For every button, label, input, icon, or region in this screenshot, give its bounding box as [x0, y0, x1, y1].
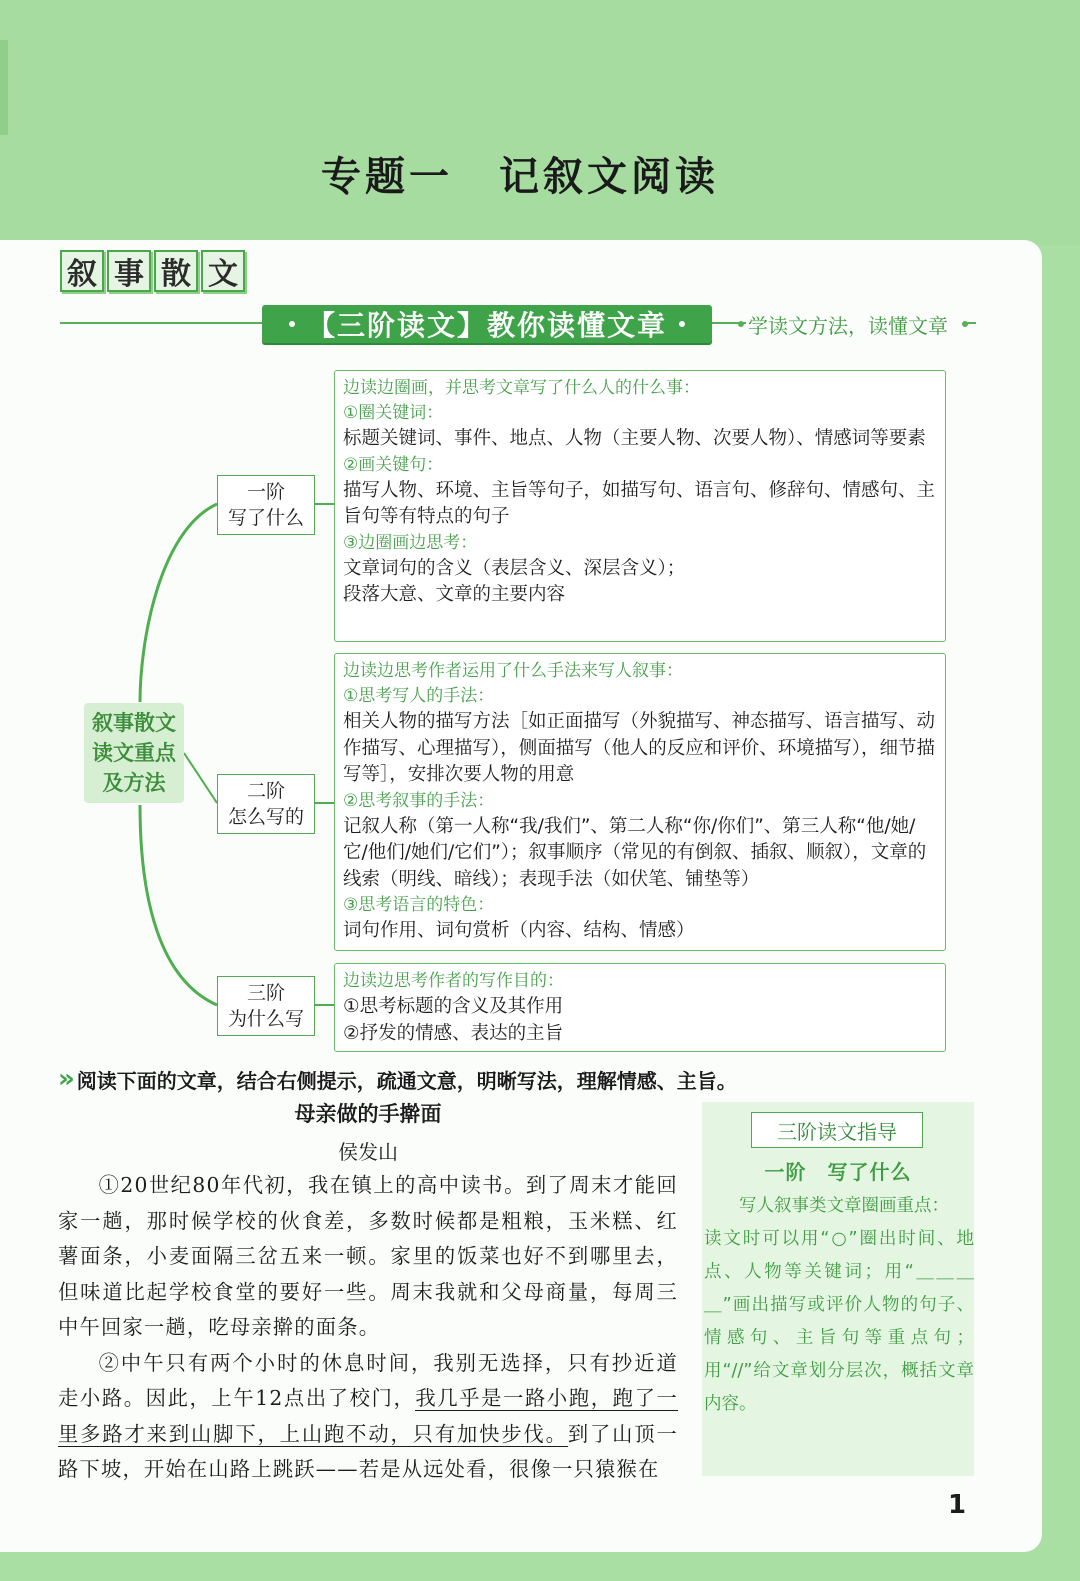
stage-question: 为什么写 — [227, 1008, 304, 1030]
topic-label: 专题一 — [321, 154, 453, 200]
detail-hint: ③思考语言的特色： — [343, 895, 495, 915]
guide-label: 三阶读文指导 — [751, 1112, 923, 1148]
detail-text: 词句作用、词句赏析（内容、结构、情感） — [343, 920, 695, 941]
section-tag-char: 叙 — [60, 250, 104, 292]
mind-map-center — [84, 703, 184, 803]
detail-text: ②抒发的情感、表达的主旨 — [343, 1022, 564, 1044]
stage-name: 一阶 — [246, 481, 285, 503]
branch-stage-3 — [140, 805, 217, 1005]
article-paragraph-1: ①20世纪80年代初，我在镇上的高中读书。到了周末才能回家一趟，那时候学校的伙食差，多数时候都是粗粮，玉米糕、红薯面条，小麦面隔三岔五来一顿。家里的饭菜也好不到哪里去，但味道比起学校食堂的要好一些。周末我就和父母商量，每周三中午回家一趟，吃母亲擀的面条。 — [58, 1173, 678, 1339]
article-body — [58, 1168, 678, 1488]
section-tag-char: 散 — [154, 250, 198, 292]
stage-name: 二阶 — [246, 780, 285, 802]
stage-node-1 — [217, 475, 315, 535]
detail-text: 相关人物的描写方法［如正面描写（外貌描写、神态描写、语言描写、动作描写、心理描写），侧面描写（他人的反应和评价、环境描写），细节描写等］，安排次要人物的用意 — [343, 711, 936, 785]
detail-text: ①思考标题的含义及其作用 — [343, 996, 564, 1017]
guide-stage: 一阶 写了什么 — [764, 1160, 912, 1184]
stage-name: 三阶 — [246, 982, 285, 1004]
double-chevron-icon: » — [58, 1064, 69, 1094]
detail-text: 记叙人称（第一人称“我/我们”、第二人称“你/你们”、第三人称“他/她/它/他们/她们/它们”）；叙事顺序（常见的有倒叙、插叙、顺叙），文章的线索（明线、暗线）；表现手法（如伏笔、铺垫等） — [343, 815, 927, 890]
paragraph-text: 到了山顶一路下坡，开始在山路上跳跃——若是从远处看，很像一只猿猴在 — [58, 1421, 678, 1481]
detail-text: 段落大意、文章的主要内容 — [343, 584, 566, 605]
instruction-text: 阅读下面的文章，结合右侧提示，疏通文意，明晰写法，理解情感、主旨。 — [76, 1068, 737, 1093]
guide-text — [704, 1190, 974, 1421]
detail-hint: ①圈关键词： — [343, 403, 444, 423]
detail-hint: ②画关键句： — [343, 454, 444, 475]
banner-title: 【三阶读文】教你读懂文章 — [306, 309, 667, 342]
center-line: 读文重点 — [92, 741, 176, 765]
topic-title: 记叙文阅读 — [499, 154, 719, 200]
stage-detail-2 — [334, 653, 946, 951]
stage-node-2 — [217, 774, 315, 834]
detail-hint: 边读边思考作者的写作目的： — [343, 971, 564, 991]
detail-hint: ③边圈画边思考： — [343, 532, 478, 553]
article-title: 母亲做的手擀面 — [294, 1101, 442, 1126]
stage-question: 怎么写的 — [227, 806, 304, 828]
center-line: 叙事散文 — [92, 711, 176, 735]
detail-text: 文章词句的含义（表层含义、深层含义）； — [343, 557, 686, 579]
underlined-sentence: 我几乎是一路小跑，跑了一里多路才来到山脚下，上山跑不动，只有加快步伐。 — [58, 1386, 678, 1446]
detail-hint: 边读边圈画，并思考文章写了什么人的什么事： — [343, 378, 700, 398]
reading-instruction — [58, 1064, 737, 1094]
banner-subtitle: 学读文方法，读懂文章 — [748, 314, 948, 338]
detail-hint: ①思考写人的手法： — [343, 686, 495, 706]
paragraph-text: ②中午只有两个小时的休息时间，我别无选择，只有抄近道走小路。因此，上午12点出了校门， — [58, 1350, 678, 1410]
detail-hint: 边读边思考作者运用了什么手法来写人叙事： — [343, 661, 683, 681]
page-number: 1 — [948, 1490, 967, 1520]
stage-detail-3 — [334, 963, 946, 1052]
detail-hint: ②思考叙事的手法： — [343, 790, 495, 811]
branch-stage-1 — [140, 504, 217, 702]
stage-node-3 — [217, 976, 315, 1036]
branch-stage-2 — [184, 753, 217, 803]
article-author: 侯发山 — [338, 1140, 398, 1164]
section-tag-char: 文 — [201, 250, 245, 292]
stage-question: 写了什么 — [227, 507, 304, 529]
detail-text: 标题关键词、事件、地点、人物（主要人物、次要人物）、情感词等要素 — [343, 428, 926, 449]
section-tag-char: 事 — [107, 250, 151, 292]
center-line: 及方法 — [102, 771, 166, 795]
stage-detail-1 — [334, 370, 946, 642]
detail-text: 描写人物、环境、主旨等句子，如描写句、语言句、修辞句、情感句、主旨句等有特点的句子 — [343, 479, 936, 527]
guide-intro: 写人叙事类文章圈画重点： — [739, 1196, 949, 1216]
guide-body: 读文时可以用“○”圈出时间、地点、人物等关键词；用“＿＿＿＿”画出描写或评价人物的句子、情感句、主旨句等重点句；用“//”给文章划分层次，概括文章内容。 — [704, 1229, 974, 1414]
article-paragraph-2 — [58, 1346, 678, 1488]
